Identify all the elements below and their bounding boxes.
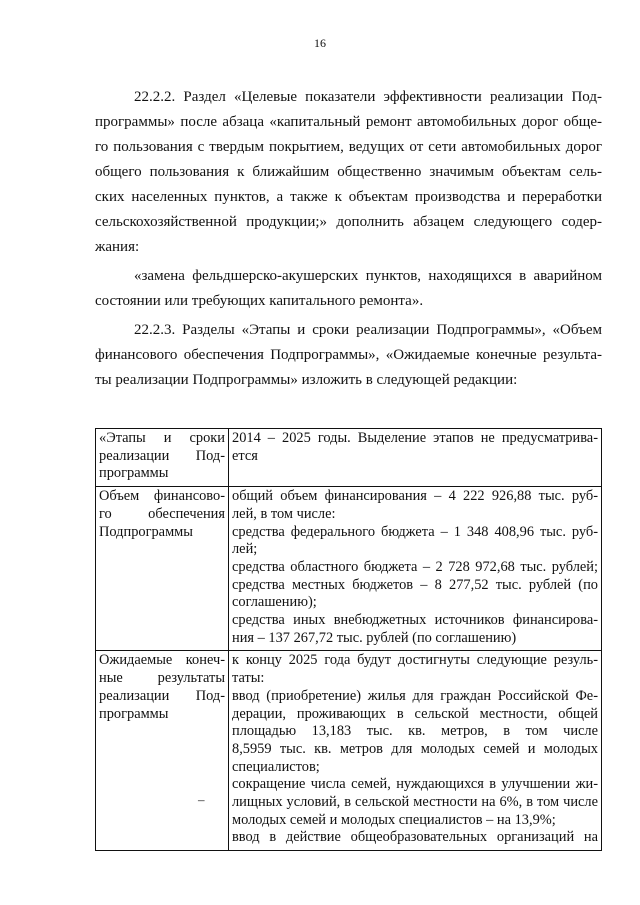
row-label-line: реализации Под- <box>99 687 225 704</box>
row-content-cell <box>229 651 602 851</box>
row-content-line: таты: <box>232 670 265 687</box>
row-label-line: Объем финансово- <box>99 488 225 505</box>
row-label-line: го обеспечения <box>99 505 225 522</box>
row-content-line: молодых семей и молодых специалистов – на 13,9%; <box>232 811 556 828</box>
text-line: «замена фельдшерско-акушерских пунктов, находящихся в аварийном <box>134 268 602 284</box>
row-label-line: ные результаты <box>99 670 225 687</box>
row-label-line: Подпрограммы <box>99 523 193 540</box>
row-content-cell <box>229 429 602 487</box>
row-content-line: дерации, проживающих в сельской местности, общей <box>232 705 598 722</box>
row-content-line: соглашению); <box>232 594 317 611</box>
row-label-line: программы <box>99 465 169 482</box>
text-line: финансового обеспечения Подпрограммы», «Ожидаемые конечные результа- <box>95 347 602 363</box>
row-content-line: 8,5959 тыс. кв. метров для молодых семей и молодых <box>232 740 598 757</box>
text-line: программы» после абзаца «капитальный ремонт автомобильных дорог обще- <box>95 114 602 130</box>
row-content-cell <box>229 487 602 651</box>
margin-mark: – <box>198 792 205 807</box>
row-content-line: общий объем финансирования – 4 222 926,88 тыс. руб- <box>232 488 598 505</box>
row-content-line: лей, в том числе: <box>232 505 336 522</box>
row-content-line: площадью 13,183 тыс. кв. метров, в том числе <box>232 723 598 740</box>
row-content-line: средства местных бюджетов – 8 277,52 тыс. рублей (по <box>232 576 598 593</box>
table-row <box>96 651 602 851</box>
text-line: сельскохозяйственной продукции;» дополнить абзацем следующего содер- <box>95 214 602 230</box>
row-label-line: программы <box>99 705 169 722</box>
row-content-line: средства федерального бюджета – 1 348 408,96 тыс. руб- <box>232 523 598 540</box>
row-content-line: сокращение числа семей, нуждающихся в улучшении жи- <box>232 776 598 793</box>
subprogram-table <box>95 428 602 851</box>
row-content-line: ется <box>232 447 258 464</box>
row-content-line: специалистов; <box>232 758 320 775</box>
row-content-line: к концу 2025 года будут достигнуты следующие резуль- <box>232 652 598 669</box>
page-number: 16 <box>314 36 326 50</box>
row-content-line: лей; <box>232 541 258 558</box>
row-content-line: ввод в действие общеобразовательных организаций на <box>232 829 598 846</box>
text-line: 22.2.3. Разделы «Этапы и сроки реализации Подпрограммы», «Объем <box>134 322 602 338</box>
row-label-line: Ожидаемые конеч- <box>99 652 225 669</box>
row-label-cell <box>96 487 229 651</box>
text-line: общего пользования к ближайшим общественно значимым объектам сель- <box>95 164 602 180</box>
text-line: состоянии или требующих капитального ремонта». <box>95 293 424 309</box>
row-content-line: 2014 – 2025 годы. Выделение этапов не предусматрива- <box>232 430 598 446</box>
row-label-cell <box>96 651 229 851</box>
row-label-line: реализации Под- <box>99 447 225 464</box>
row-content-line: средства областного бюджета – 2 728 972,68 тыс. рублей; <box>232 558 598 575</box>
text-line: го пользования с твердым покрытием, ведущих от сети автомобильных дорог <box>95 139 602 155</box>
table-row <box>96 487 602 651</box>
text-line: ты реализации Подпрограммы» изложить в следующей редакции: <box>95 372 518 388</box>
row-label-cell <box>96 429 229 487</box>
text-line: ских населенных пунктов, а также к объектам производства и переработки <box>95 189 602 205</box>
row-label-line: «Этапы и сроки <box>99 430 225 446</box>
text-line: жания: <box>95 239 140 255</box>
text-line: 22.2.2. Раздел «Целевые показатели эффективности реализации Под- <box>134 89 602 105</box>
row-content-line: ния – 137 267,72 тыс. рублей (по соглашению) <box>232 629 517 646</box>
table-row <box>96 429 602 487</box>
row-content-line: лищных условий, в сельской местности на 6%, в том числе <box>232 794 598 811</box>
row-content-line: ввод (приобретение) жилья для граждан Российской Фе- <box>232 687 598 704</box>
row-content-line: средства иных внебюджетных источников финансирова- <box>232 612 598 629</box>
